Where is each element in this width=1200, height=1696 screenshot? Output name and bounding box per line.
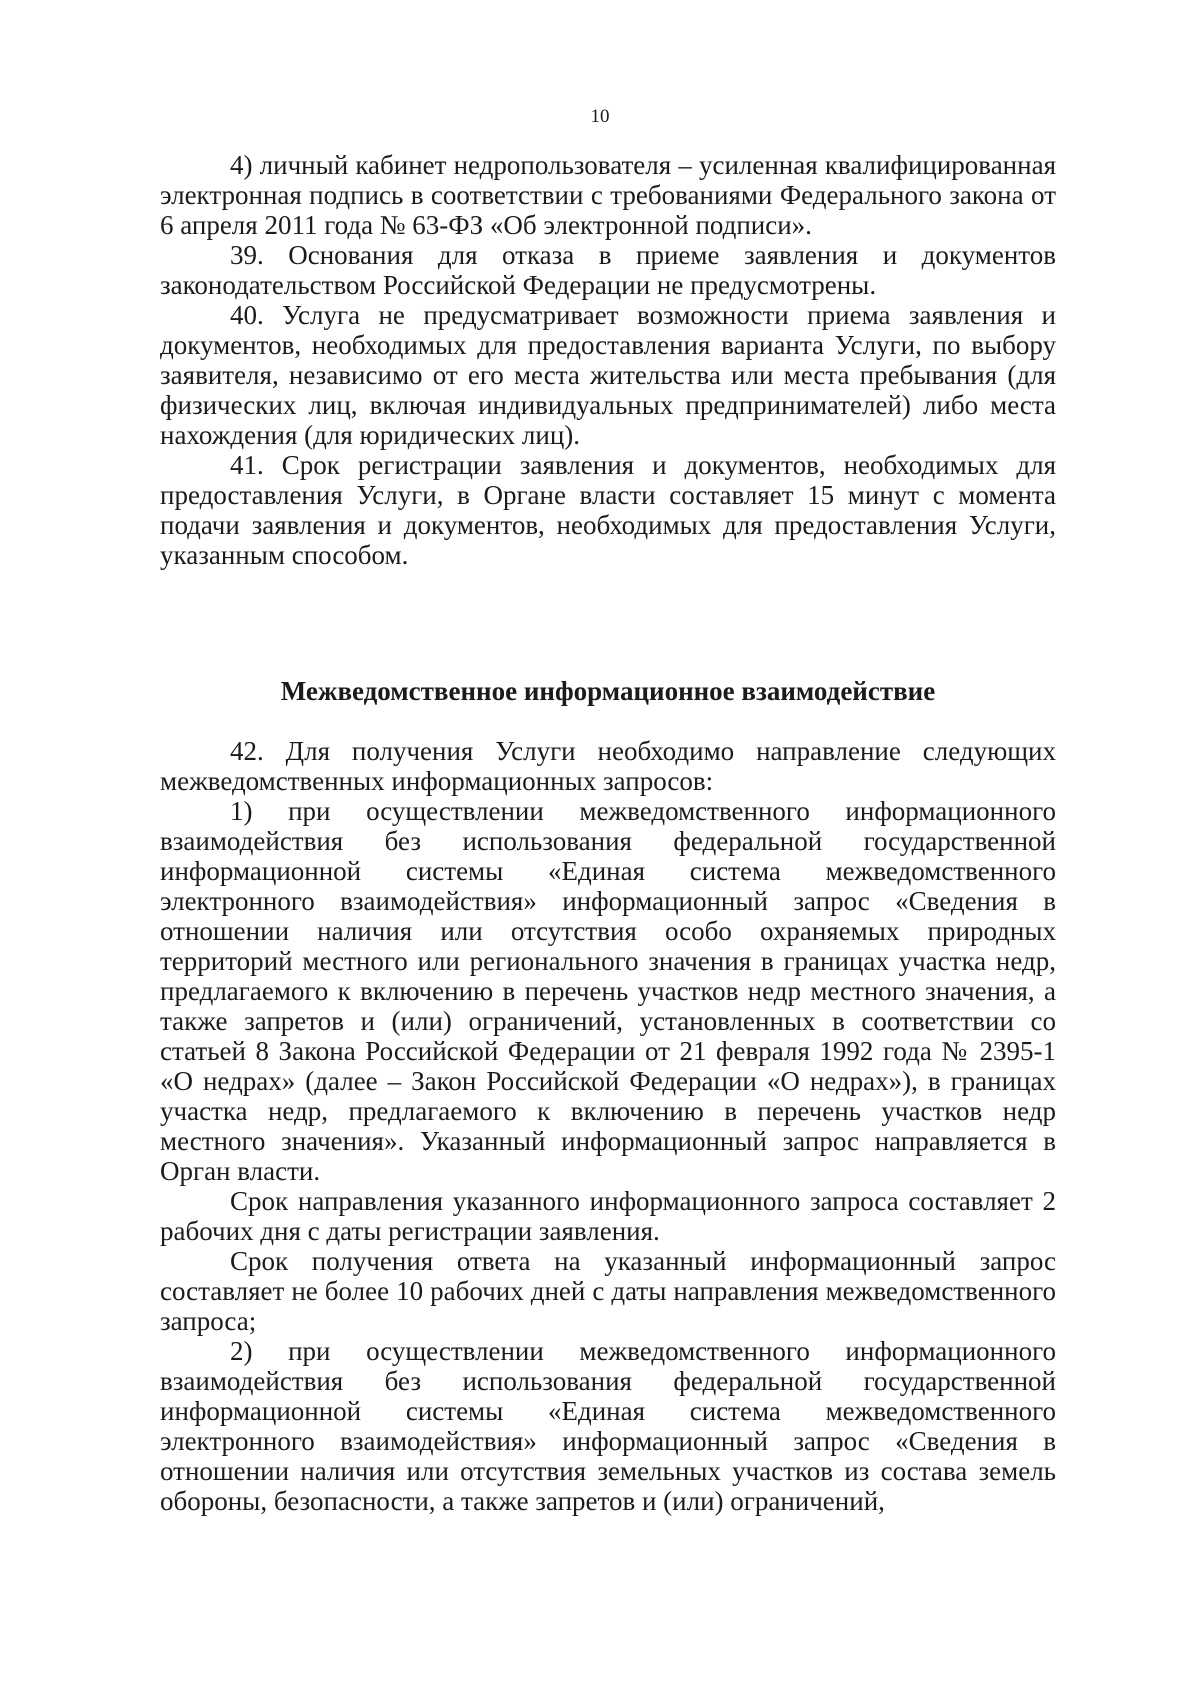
paragraph-39-refusal-grounds: 39. Основания для отказа в приеме заявления и документов законодательством Российской Федерации не предусмотрены. xyxy=(160,240,1056,300)
paragraph-item-1-protected-areas: 1) при осуществлении межведомственного информационного взаимодействия без использования федеральной государственной информационной системы «Единая система межведомственного электронного взаимодействия» информационный запрос «Сведения в отношении наличия или отсутствия особо охраняемых природных территорий местного или регионального значения в границах участка недр, предлагаемого к включению в перечень участков недр местного значения, а также запретов и (или) ограничений, установленных в соответствии со статьей 8 Закона Российской Федерации от 21 февраля 1992 года № 2395-1 «О недрах» (далее – Закон Российской Федерации «О недрах»), в границах участка недр, предлагаемого к включению в перечень участков недр местного значения». Указанный информационный запрос направляется в Орган власти. xyxy=(160,796,1056,1186)
paragraph-41-registration-term: 41. Срок регистрации заявления и документов, необходимых для предоставления Услуги, в Органе власти составляет 15 минут с момента подачи заявления и документов, необходимых для предоставления Услуги, указанным способом. xyxy=(160,450,1056,570)
paragraph-item-4-personal-account: 4) личный кабинет недропользователя – усиленная квалифицированная электронная подпись в соответствии с требованиями Федерального закона от 6 апреля 2011 года № 63-ФЗ «Об электронной подписи». xyxy=(160,150,1056,240)
body-text-upper xyxy=(160,150,1056,570)
paragraph-42-requests: 42. Для получения Услуги необходимо направление следующих межведомственных информационных запросов: xyxy=(160,736,1056,796)
paragraph-response-term: Срок получения ответа на указанный информационный запрос составляет не более 10 рабочих дней с даты направления межведомственного запроса; xyxy=(160,1246,1056,1336)
paragraph-request-send-term: Срок направления указанного информационного запроса составляет 2 рабочих дня с даты регистрации заявления. xyxy=(160,1186,1056,1246)
body-text-lower xyxy=(160,736,1056,1516)
section-heading: Межведомственное информационное взаимодействие xyxy=(280,676,936,706)
paragraph-40-extraterritorial: 40. Услуга не предусматривает возможности приема заявления и документов, необходимых для предоставления варианта Услуги, по выбору заявителя, независимо от его места жительства или места пребывания (для физических лиц, включая индивидуальных предпринимателей) либо места нахождения (для юридических лиц). xyxy=(160,300,1056,450)
paragraph-item-2-defense-lands: 2) при осуществлении межведомственного информационного взаимодействия без использования федеральной государственной информационной системы «Единая система межведомственного электронного взаимодействия» информационный запрос «Сведения в отношении наличия или отсутствия земельных участков из состава земель обороны, безопасности, а также запретов и (или) ограничений, xyxy=(160,1336,1056,1516)
page-number: 10 xyxy=(590,106,610,127)
